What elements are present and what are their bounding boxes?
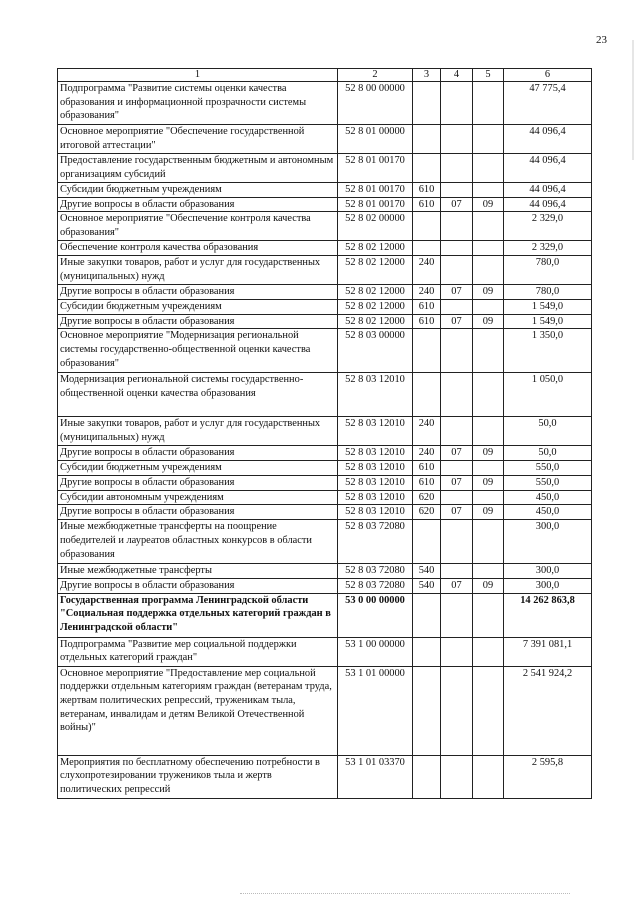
row-section-cell <box>441 564 473 579</box>
row-amount-cell: 450,0 <box>504 490 592 505</box>
table-row <box>58 593 592 637</box>
row-name-cell: Иные межбюджетные трансферты <box>58 564 338 579</box>
row-code-cell: 52 8 02 12000 <box>338 314 413 329</box>
row-section-cell <box>441 373 473 417</box>
row-code-cell: 52 8 02 12000 <box>338 285 413 300</box>
table-row <box>58 197 592 212</box>
row-name-cell: Субсидии автономным учреждениям <box>58 490 338 505</box>
row-code-cell: 52 8 03 12010 <box>338 490 413 505</box>
row-subsection-cell <box>473 593 504 637</box>
row-subsection-cell <box>473 637 504 666</box>
row-code-cell: 52 8 03 12010 <box>338 446 413 461</box>
row-subsection-cell <box>473 82 504 125</box>
row-subsection-cell <box>473 461 504 476</box>
table-row <box>58 285 592 300</box>
row-code-cell: 52 8 03 72080 <box>338 564 413 579</box>
row-expense-type-cell: 610 <box>413 183 441 198</box>
row-expense-type-cell <box>413 755 441 798</box>
row-section-cell <box>441 461 473 476</box>
row-expense-type-cell <box>413 125 441 154</box>
table-row <box>58 299 592 314</box>
row-expense-type-cell: 240 <box>413 285 441 300</box>
row-name-cell: Модернизация региональной системы государственно-общественной оценки качества образования <box>58 373 338 417</box>
row-code-cell: 52 8 03 00000 <box>338 329 413 373</box>
row-name-cell: Другие вопросы в области образования <box>58 475 338 490</box>
row-section-cell <box>441 212 473 241</box>
row-amount-cell: 550,0 <box>504 475 592 490</box>
row-expense-type-cell <box>413 373 441 417</box>
row-section-cell <box>441 520 473 564</box>
row-subsection-cell: 09 <box>473 505 504 520</box>
row-subsection-cell <box>473 256 504 285</box>
row-code-cell: 52 8 03 12010 <box>338 373 413 417</box>
row-name-cell: Основное мероприятие "Модернизация региональной системы государственно-общественной оценки качества образования" <box>58 329 338 373</box>
table-row <box>58 373 592 417</box>
row-expense-type-cell <box>413 241 441 256</box>
table-row <box>58 755 592 798</box>
row-section-cell <box>441 256 473 285</box>
row-name-cell: Иные межбюджетные трансферты на поощрение победителей и лауреатов областных конкурсов в области образования <box>58 520 338 564</box>
row-subsection-cell <box>473 520 504 564</box>
row-name-cell: Иные закупки товаров, работ и услуг для государственных (муниципальных) нужд <box>58 417 338 446</box>
row-code-cell: 52 8 03 72080 <box>338 520 413 564</box>
row-subsection-cell <box>473 373 504 417</box>
row-subsection-cell: 09 <box>473 197 504 212</box>
row-amount-cell: 44 096,4 <box>504 197 592 212</box>
row-expense-type-cell: 620 <box>413 490 441 505</box>
row-amount-cell: 50,0 <box>504 446 592 461</box>
header-col-2: 2 <box>338 69 413 82</box>
row-code-cell: 52 8 02 12000 <box>338 256 413 285</box>
row-code-cell: 52 8 03 12010 <box>338 461 413 476</box>
row-subsection-cell <box>473 183 504 198</box>
row-section-cell <box>441 755 473 798</box>
row-amount-cell: 1 350,0 <box>504 329 592 373</box>
row-section-cell: 07 <box>441 197 473 212</box>
row-subsection-cell <box>473 490 504 505</box>
table-row <box>58 446 592 461</box>
row-subsection-cell <box>473 212 504 241</box>
row-name-cell: Субсидии бюджетным учреждениям <box>58 461 338 476</box>
row-expense-type-cell: 620 <box>413 505 441 520</box>
row-name-cell: Субсидии бюджетным учреждениям <box>58 183 338 198</box>
row-expense-type-cell: 610 <box>413 314 441 329</box>
row-section-cell <box>441 299 473 314</box>
table-row <box>58 578 592 593</box>
row-section-cell <box>441 183 473 198</box>
table-row <box>58 154 592 183</box>
header-col-6: 6 <box>504 69 592 82</box>
row-subsection-cell: 09 <box>473 314 504 329</box>
row-expense-type-cell <box>413 637 441 666</box>
row-expense-type-cell: 610 <box>413 461 441 476</box>
row-name-cell: Подпрограмма "Развитие мер социальной поддержки отдельных категорий граждан" <box>58 637 338 666</box>
row-name-cell: Другие вопросы в области образования <box>58 505 338 520</box>
row-expense-type-cell: 540 <box>413 564 441 579</box>
row-subsection-cell: 09 <box>473 475 504 490</box>
row-name-cell: Другие вопросы в области образования <box>58 285 338 300</box>
row-section-cell: 07 <box>441 475 473 490</box>
budget-table <box>57 68 592 799</box>
row-expense-type-cell: 240 <box>413 446 441 461</box>
row-subsection-cell <box>473 125 504 154</box>
row-amount-cell: 300,0 <box>504 578 592 593</box>
row-amount-cell: 550,0 <box>504 461 592 476</box>
table-row <box>58 314 592 329</box>
row-expense-type-cell: 540 <box>413 578 441 593</box>
row-section-cell <box>441 637 473 666</box>
table-row <box>58 475 592 490</box>
row-subsection-cell: 09 <box>473 446 504 461</box>
row-amount-cell: 14 262 863,8 <box>504 593 592 637</box>
row-code-cell: 52 8 03 12010 <box>338 505 413 520</box>
table-row <box>58 82 592 125</box>
row-section-cell <box>441 154 473 183</box>
row-code-cell: 52 8 00 00000 <box>338 82 413 125</box>
table-row <box>58 637 592 666</box>
row-amount-cell: 2 329,0 <box>504 212 592 241</box>
row-code-cell: 52 8 01 00000 <box>338 125 413 154</box>
row-subsection-cell <box>473 755 504 798</box>
row-expense-type-cell: 610 <box>413 475 441 490</box>
table-row <box>58 417 592 446</box>
row-expense-type-cell: 610 <box>413 299 441 314</box>
row-expense-type-cell <box>413 666 441 755</box>
row-expense-type-cell <box>413 593 441 637</box>
row-section-cell <box>441 666 473 755</box>
row-name-cell: Субсидии бюджетным учреждениям <box>58 299 338 314</box>
row-section-cell <box>441 490 473 505</box>
row-subsection-cell <box>473 241 504 256</box>
table-row <box>58 329 592 373</box>
row-name-cell: Иные закупки товаров, работ и услуг для государственных (муниципальных) нужд <box>58 256 338 285</box>
row-subsection-cell: 09 <box>473 578 504 593</box>
row-code-cell: 52 8 01 00170 <box>338 197 413 212</box>
row-expense-type-cell <box>413 82 441 125</box>
row-expense-type-cell: 240 <box>413 417 441 446</box>
row-name-cell: Другие вопросы в области образования <box>58 197 338 212</box>
row-expense-type-cell <box>413 520 441 564</box>
row-name-cell: Подпрограмма "Развитие системы оценки качества образования и информационной прозрачности системы образования" <box>58 82 338 125</box>
row-amount-cell: 2 329,0 <box>504 241 592 256</box>
row-subsection-cell <box>473 299 504 314</box>
table-row <box>58 490 592 505</box>
row-name-cell: Основное мероприятие "Предоставление мер социальной поддержки отдельным категориям граждан (ветеранам труда, жертвам политических репрессий, труженикам тыла, ветеранам, инвалидам и детям Великой Отечественной войны)" <box>58 666 338 755</box>
row-amount-cell: 780,0 <box>504 285 592 300</box>
row-section-cell <box>441 82 473 125</box>
table-row <box>58 256 592 285</box>
row-section-cell <box>441 329 473 373</box>
table-row <box>58 505 592 520</box>
row-section-cell <box>441 417 473 446</box>
row-amount-cell: 300,0 <box>504 520 592 564</box>
row-amount-cell: 50,0 <box>504 417 592 446</box>
row-amount-cell: 44 096,4 <box>504 125 592 154</box>
row-section-cell <box>441 241 473 256</box>
row-code-cell: 52 8 03 72080 <box>338 578 413 593</box>
row-amount-cell: 780,0 <box>504 256 592 285</box>
row-amount-cell: 1 549,0 <box>504 314 592 329</box>
row-name-cell: Государственная программа Ленинградской области "Социальная поддержка отдельных категорий граждан в Ленинградской области" <box>58 593 338 637</box>
row-section-cell <box>441 125 473 154</box>
row-name-cell: Обеспечение контроля качества образования <box>58 241 338 256</box>
row-amount-cell: 2 595,8 <box>504 755 592 798</box>
row-code-cell: 52 8 03 12010 <box>338 417 413 446</box>
scan-edge-shadow <box>632 40 634 160</box>
row-code-cell: 52 8 02 12000 <box>338 299 413 314</box>
row-section-cell: 07 <box>441 285 473 300</box>
header-col-1: 1 <box>58 69 338 82</box>
row-code-cell: 53 1 00 00000 <box>338 637 413 666</box>
row-section-cell: 07 <box>441 578 473 593</box>
row-amount-cell: 2 541 924,2 <box>504 666 592 755</box>
row-section-cell: 07 <box>441 446 473 461</box>
table-row <box>58 212 592 241</box>
row-code-cell: 52 8 03 12010 <box>338 475 413 490</box>
row-subsection-cell <box>473 564 504 579</box>
row-subsection-cell <box>473 329 504 373</box>
row-section-cell: 07 <box>441 505 473 520</box>
row-name-cell: Другие вопросы в области образования <box>58 578 338 593</box>
row-name-cell: Мероприятия по бесплатному обеспечению потребности в слухопротезировании тружеников тыла и жертв политических репрессий <box>58 755 338 798</box>
row-expense-type-cell: 240 <box>413 256 441 285</box>
row-amount-cell: 47 775,4 <box>504 82 592 125</box>
table-header-row <box>58 69 592 82</box>
table-row <box>58 520 592 564</box>
row-amount-cell: 44 096,4 <box>504 154 592 183</box>
row-name-cell: Основное мероприятие "Обеспечение государственной итоговой аттестации" <box>58 125 338 154</box>
row-name-cell: Предоставление государственным бюджетным и автономным организациям субсидий <box>58 154 338 183</box>
row-expense-type-cell: 610 <box>413 197 441 212</box>
scan-artifact-line <box>240 893 570 895</box>
header-col-5: 5 <box>473 69 504 82</box>
row-amount-cell: 44 096,4 <box>504 183 592 198</box>
row-subsection-cell <box>473 666 504 755</box>
table-row <box>58 241 592 256</box>
row-subsection-cell: 09 <box>473 285 504 300</box>
row-name-cell: Другие вопросы в области образования <box>58 446 338 461</box>
row-code-cell: 52 8 02 12000 <box>338 241 413 256</box>
row-code-cell: 52 8 01 00170 <box>338 183 413 198</box>
table-row <box>58 183 592 198</box>
table-row <box>58 564 592 579</box>
row-expense-type-cell <box>413 329 441 373</box>
row-subsection-cell <box>473 417 504 446</box>
row-code-cell: 52 8 01 00170 <box>338 154 413 183</box>
row-name-cell: Основное мероприятие "Обеспечение контроля качества образования" <box>58 212 338 241</box>
table-row <box>58 666 592 755</box>
page-number: 23 <box>596 34 607 46</box>
row-code-cell: 52 8 02 00000 <box>338 212 413 241</box>
row-code-cell: 53 1 01 03370 <box>338 755 413 798</box>
row-amount-cell: 1 050,0 <box>504 373 592 417</box>
row-amount-cell: 1 549,0 <box>504 299 592 314</box>
row-amount-cell: 7 391 081,1 <box>504 637 592 666</box>
row-code-cell: 53 1 01 00000 <box>338 666 413 755</box>
header-col-3: 3 <box>413 69 441 82</box>
row-name-cell: Другие вопросы в области образования <box>58 314 338 329</box>
row-amount-cell: 450,0 <box>504 505 592 520</box>
row-code-cell: 53 0 00 00000 <box>338 593 413 637</box>
row-expense-type-cell <box>413 212 441 241</box>
table-row <box>58 461 592 476</box>
row-amount-cell: 300,0 <box>504 564 592 579</box>
row-section-cell <box>441 593 473 637</box>
row-section-cell: 07 <box>441 314 473 329</box>
table-row <box>58 125 592 154</box>
row-expense-type-cell <box>413 154 441 183</box>
header-col-4: 4 <box>441 69 473 82</box>
row-subsection-cell <box>473 154 504 183</box>
